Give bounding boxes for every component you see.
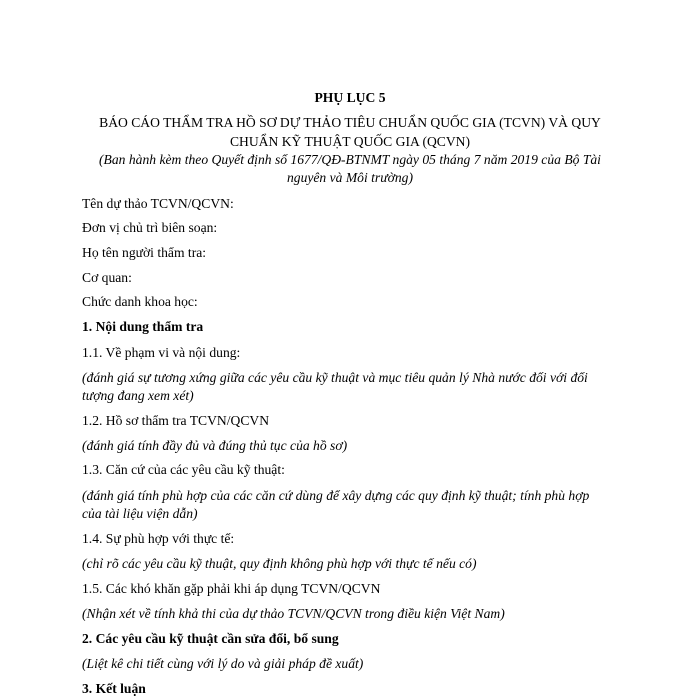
- report-title-line-1: BÁO CÁO THẨM TRA HỒ SƠ DỰ THẢO TIÊU CHUẨN QUỐC GIA (TCVN) VÀ QUY: [99, 115, 601, 130]
- appendix-title: PHỤ LỤC 5: [314, 90, 386, 105]
- item-1-2-note: (đánh giá tính đầy đủ và đúng thủ tục của hồ sơ): [82, 438, 348, 453]
- item-1-1-note-line-2: tượng đang xem xét): [82, 388, 194, 403]
- item-1-5-label: 1.5. Các khó khăn gặp phải khi áp dụng TCVN/QCVN: [82, 581, 381, 596]
- section-3-heading: 3. Kết luận: [82, 681, 146, 696]
- field-lead-unit: Đơn vị chủ trì biên soạn:: [82, 220, 218, 235]
- report-title-line-2: CHUẨN KỸ THUẬT QUỐC GIA (QCVN): [229, 134, 471, 149]
- issuance-note-line-1: (Ban hành kèm theo Quyết định số 1677/QĐ-BTNMT ngày 05 tháng 7 năm 2019 của Bộ Tài: [99, 152, 601, 167]
- section-2-note: (Liệt kê chi tiết cùng với lý do và giải pháp đề xuất): [82, 656, 364, 671]
- item-1-4-note: (chỉ rõ các yêu cầu kỹ thuật, quy định không phù hợp với thực tế nếu có): [82, 556, 477, 571]
- item-1-2-label: 1.2. Hồ sơ thẩm tra TCVN/QCVN: [82, 413, 270, 428]
- issuance-note-line-2: nguyên và Môi trường): [286, 170, 414, 185]
- item-1-4-label: 1.4. Sự phù hợp với thực tế:: [82, 531, 235, 546]
- item-1-1-label: 1.1. Về phạm vi và nội dung:: [82, 345, 241, 360]
- field-reviewer-name: Họ tên người thẩm tra:: [82, 245, 207, 260]
- item-1-1-note-line-1: (đánh giá sự tương xứng giữa các yêu cầu kỹ thuật và mục tiêu quản lý Nhà nước đối với đối: [82, 370, 588, 385]
- item-1-3-label: 1.3. Căn cứ của các yêu cầu kỹ thuật:: [82, 462, 285, 477]
- field-draft-name: Tên dự thảo TCVN/QCVN:: [82, 196, 234, 211]
- section-2-heading: 2. Các yêu cầu kỹ thuật cần sửa đổi, bổ sung: [82, 631, 339, 646]
- field-agency: Cơ quan:: [82, 270, 132, 285]
- item-1-5-note: (Nhận xét về tính khả thi của dự thảo TCVN/QCVN trong điều kiện Việt Nam): [82, 606, 505, 621]
- item-1-3-note-line-1: (đánh giá tính phù hợp của các căn cứ dùng để xây dựng các quy định kỹ thuật; tính phù hợp: [82, 488, 590, 503]
- section-1-heading: 1. Nội dung thẩm tra: [82, 319, 204, 334]
- field-academic-title: Chức danh khoa học:: [82, 294, 198, 309]
- item-1-3-note-line-2: của tài liệu viện dẫn): [82, 506, 198, 521]
